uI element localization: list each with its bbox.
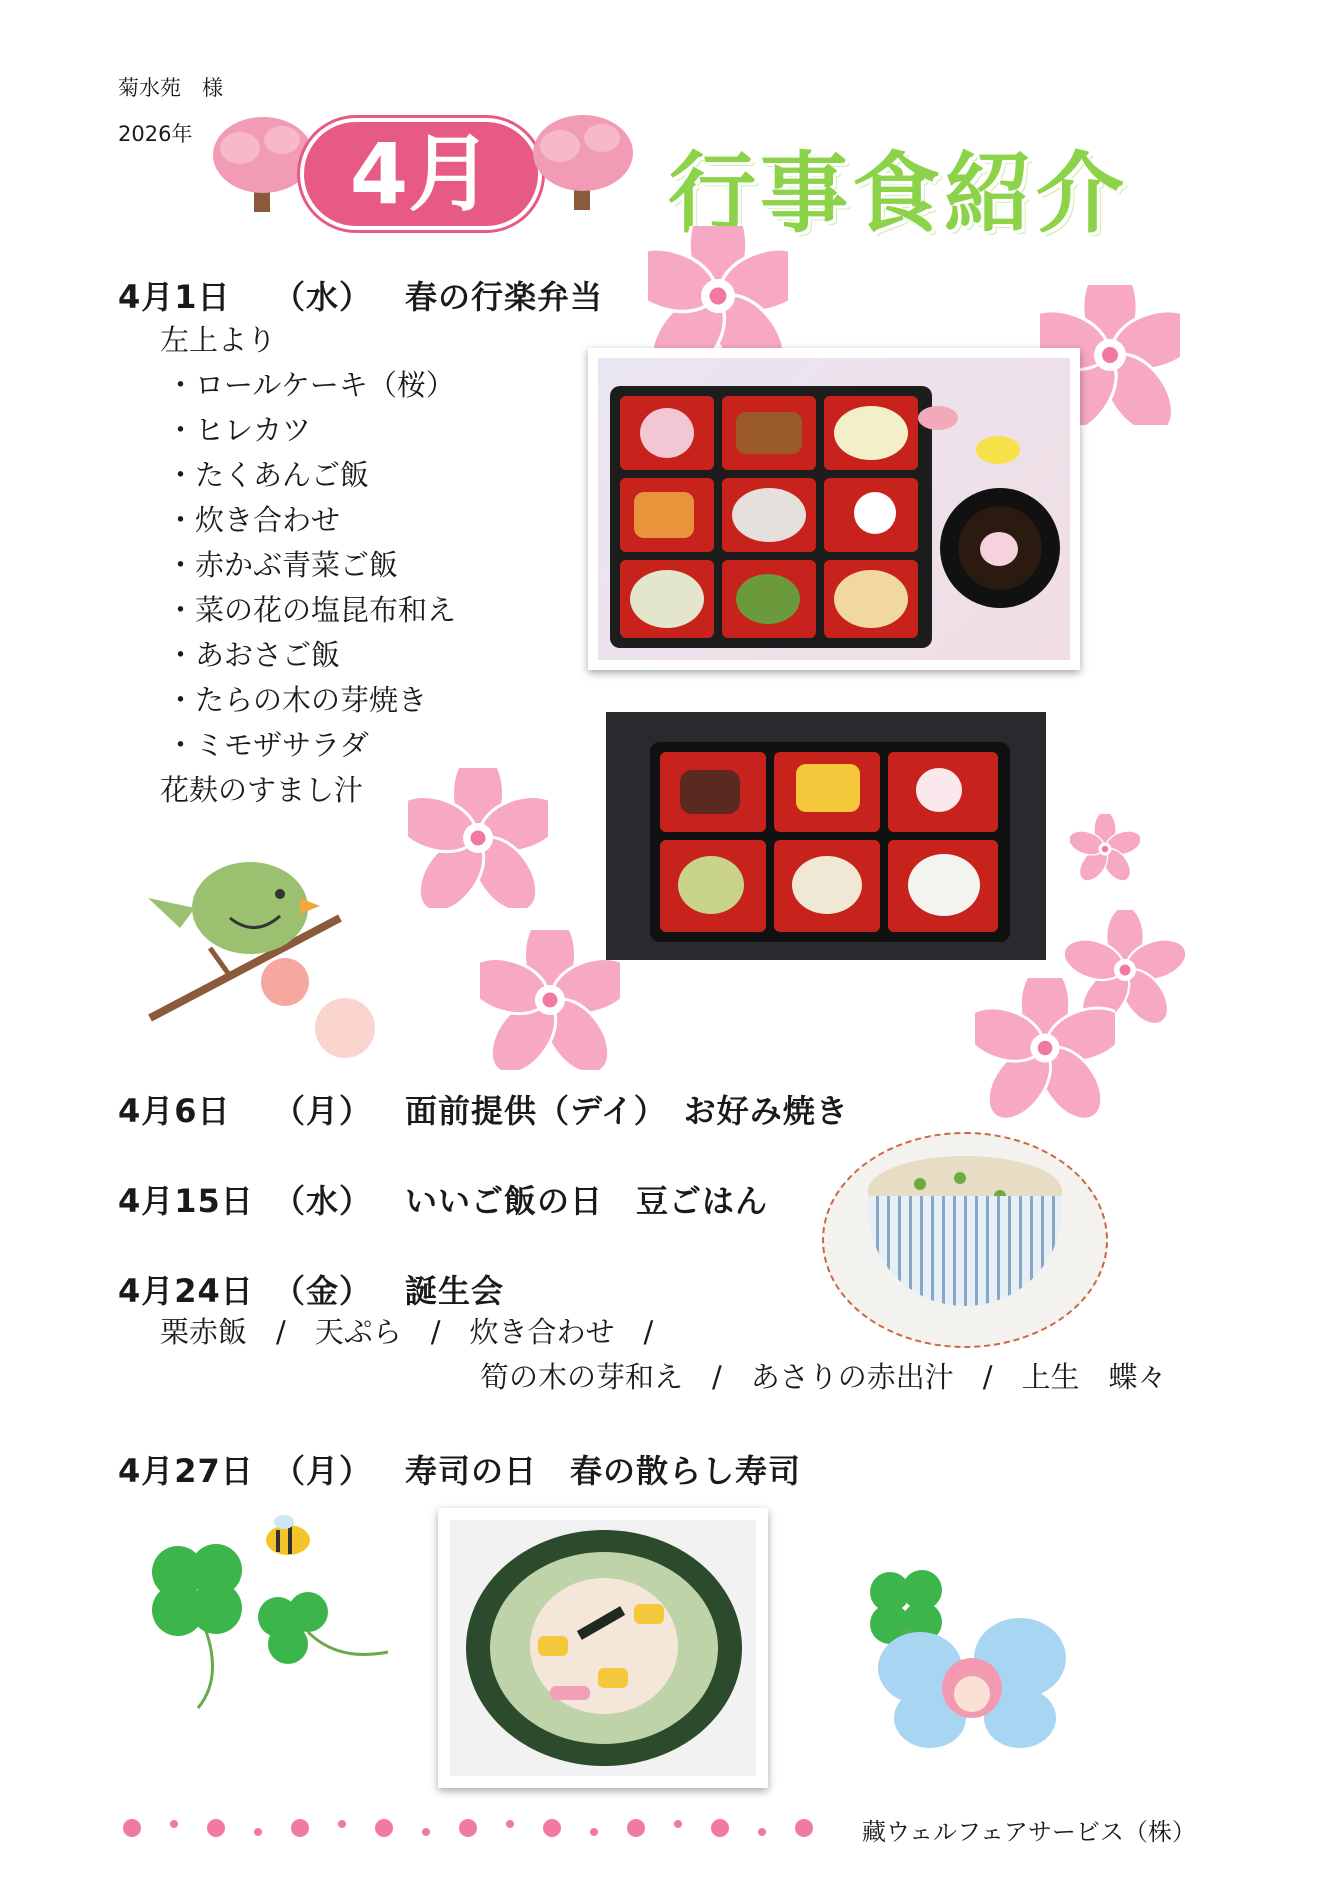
event-header-apr27 bbox=[118, 1446, 801, 1492]
list-item: ・菜の花の塩昆布和え bbox=[166, 593, 457, 627]
bento-photo-1 bbox=[588, 348, 1080, 670]
event-weekday: （金） bbox=[273, 1272, 373, 1310]
list-item: ・あおさご飯 bbox=[166, 638, 341, 672]
event-header-apr1 bbox=[118, 272, 603, 318]
birthday-menu-line1: 栗赤飯 / 天ぷら / 炊き合わせ / bbox=[160, 1315, 654, 1349]
event-header-apr24 bbox=[118, 1266, 504, 1312]
list-item: ・たらの木の芽焼き bbox=[166, 683, 428, 717]
page-title: 行事食紹介 bbox=[668, 142, 1129, 245]
bento-menu-list bbox=[160, 318, 456, 813]
list-item: ・ロールケーキ（桜） bbox=[166, 368, 455, 402]
month-badge-text: 4月 bbox=[349, 125, 493, 223]
list-item: ・炊き合わせ bbox=[166, 503, 341, 537]
list-item: ・ヒレカツ bbox=[166, 413, 312, 447]
sakura-icon bbox=[975, 978, 1115, 1118]
event-name: 春の行楽弁当 bbox=[405, 278, 604, 316]
event-weekday: （月） bbox=[273, 1452, 373, 1490]
list-item: ・たくあんご飯 bbox=[166, 458, 370, 492]
chirashi-sushi-photo bbox=[438, 1508, 768, 1788]
list-intro: 左上より bbox=[160, 323, 277, 357]
year-label: 2026年 bbox=[118, 122, 193, 146]
month-badge bbox=[300, 118, 542, 230]
sakura-icon bbox=[480, 930, 620, 1070]
event-weekday: （水） bbox=[273, 1182, 373, 1220]
sakura-icon bbox=[1070, 814, 1140, 884]
company-name: 藏ウェルフェアサービス（株） bbox=[862, 1818, 1196, 1846]
list-item: ・ミモザサラダ bbox=[166, 728, 369, 762]
bird-on-branch-icon bbox=[140, 858, 400, 1068]
event-name: 誕生会 bbox=[405, 1272, 505, 1310]
event-date: 4月6日 bbox=[118, 1092, 231, 1130]
event-name: いいご飯の日 豆ごはん bbox=[405, 1182, 769, 1220]
sakura-border-decoration bbox=[118, 1808, 838, 1848]
event-name: 面前提供（デイ） お好み焼き bbox=[405, 1092, 849, 1130]
cherry-tree-icon-right bbox=[528, 108, 638, 213]
event-name: 寿司の日 春の散らし寿司 bbox=[405, 1452, 802, 1490]
event-header-apr15 bbox=[118, 1176, 768, 1222]
birthday-menu-line2: 筍の木の芽和え / あさりの赤出汁 / 上生 蝶々 bbox=[480, 1360, 1167, 1394]
sakura-icon bbox=[648, 226, 788, 366]
event-date: 4月24日 bbox=[118, 1272, 254, 1310]
list-item: 花麸のすまし汁 bbox=[160, 773, 364, 807]
clover-with-bee-icon bbox=[138, 1512, 398, 1712]
recipient-label: 菊水苑 様 bbox=[118, 76, 223, 100]
bento-photo-2 bbox=[606, 712, 1046, 960]
event-date: 4月1日 bbox=[118, 278, 231, 316]
event-date: 4月15日 bbox=[118, 1182, 254, 1220]
event-weekday: （月） bbox=[273, 1092, 373, 1130]
clover-fairy-icon bbox=[860, 1568, 1080, 1768]
mame-gohan-photo bbox=[822, 1132, 1108, 1348]
list-item: ・赤かぶ青菜ご飯 bbox=[166, 548, 399, 582]
event-header-apr6 bbox=[118, 1086, 849, 1132]
event-weekday: （水） bbox=[273, 278, 373, 316]
event-date: 4月27日 bbox=[118, 1452, 254, 1490]
